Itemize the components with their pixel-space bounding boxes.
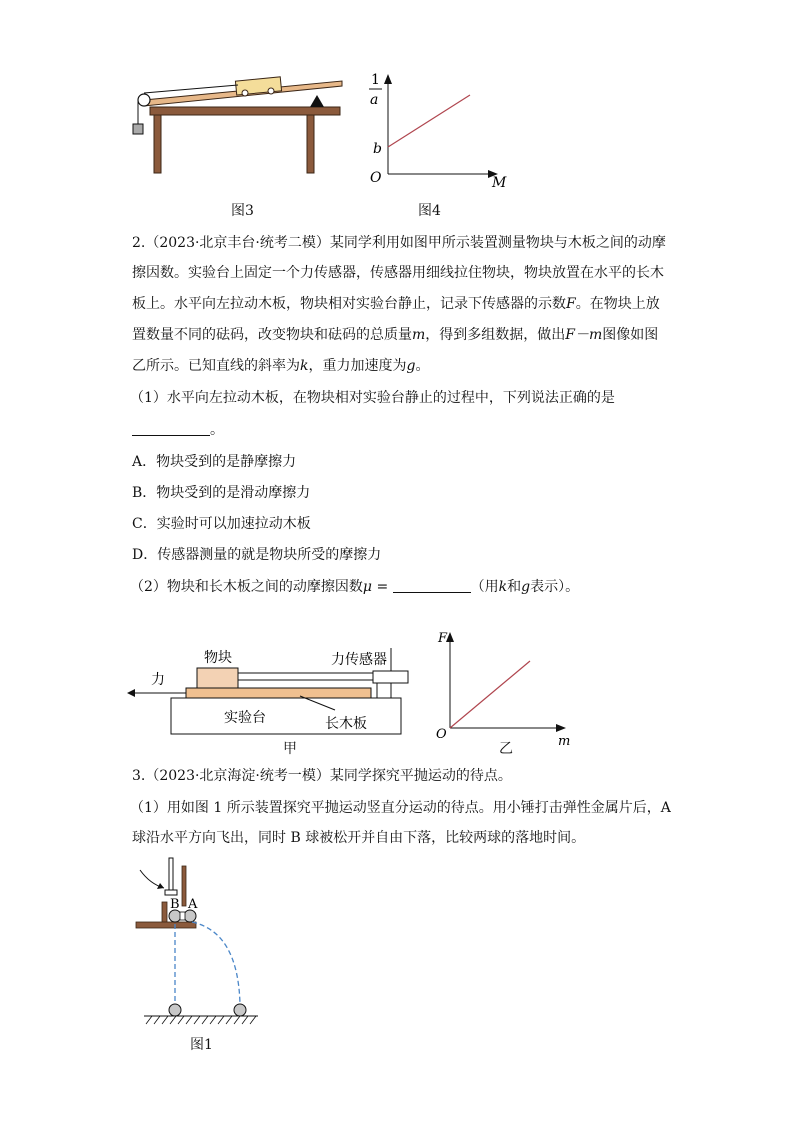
q2-sub2-eq: =: [372, 579, 393, 595]
figure-1-projectile-setup: [130, 852, 270, 1032]
x-label: M: [492, 175, 507, 191]
q2-line-4-a: 置数量不同的砝码，改变物块和砝码的总质量: [132, 327, 412, 343]
table-leg-right: [307, 115, 314, 173]
hammer-handle: [169, 858, 173, 892]
hammer-head: [165, 890, 177, 895]
q2-sub2-blank[interactable]: [393, 578, 471, 593]
q2-sub2-k: k: [498, 579, 508, 595]
wedge: [310, 95, 324, 107]
q2-sub2-g: g: [521, 579, 531, 595]
q2-sub1-blank[interactable]: [132, 421, 210, 436]
q2-sub1: （1）水平向左拉动木板，在物块相对实验台静止的过程中，下列说法正确的是: [130, 390, 615, 406]
q2-line-4-c: 图像如图: [602, 327, 659, 343]
q3-line-3: 球沿水平方向飞出，同时 B 球被松开并自由下落，比较两球的落地时间。: [132, 830, 586, 846]
q2-option-c: C．实验时可以加速拉动木板: [132, 516, 311, 532]
q2-line-3: [132, 294, 672, 314]
graph-line: [388, 95, 470, 147]
q2-sub2-b: （用: [470, 579, 499, 595]
force-sensor: [373, 671, 408, 683]
figure-1-caption: 图1: [190, 1037, 213, 1053]
force-label: 力: [151, 672, 165, 688]
q2-line-2: 擦因数。实验台上固定一个力传感器，传感器用细线拉住物块，物块放置在水平的长木: [132, 265, 664, 281]
y-axis-arrow: [446, 632, 454, 642]
q2-line-5-a: 乙所示。已知直线的斜率为: [132, 358, 300, 374]
q2-var-F-m: F－m: [565, 327, 603, 343]
ground-hatching: [146, 1016, 256, 1024]
cart-wheel: [268, 88, 274, 94]
q2-line-3-text: 板上。水平向左拉动木板，物块相对实验台静止，记录下传感器的示数: [132, 296, 566, 312]
q2-var-F: F: [566, 296, 576, 312]
y-label-numerator: 1: [371, 72, 380, 88]
string: [144, 85, 238, 93]
ball-a-landed: [234, 1004, 246, 1016]
q2-sub2: [130, 577, 670, 597]
ball-a-trajectory: [192, 922, 240, 1004]
figure-4-graph: [360, 68, 520, 193]
bench-label: 实验台: [224, 710, 266, 726]
q2-line-1: 2.（2023·北京丰台·统考二模）某同学利用如图甲所示装置测量物块与木板之间的动摩: [132, 235, 666, 251]
figure-yi-caption: 乙: [499, 741, 513, 757]
q2-option-a: A．物块受到的是静摩擦力: [132, 454, 297, 470]
table-top: [150, 107, 340, 115]
q2-line-4: [132, 325, 672, 345]
intercept-label: b: [373, 141, 382, 157]
figure-yi-graph: [430, 628, 580, 748]
board-label: 长木板: [325, 716, 367, 732]
origin-label: O: [370, 170, 382, 186]
q3-line-1: 3.（2023·北京海淀·统考一模）某同学探究平抛运动的待点。: [132, 768, 512, 784]
ball-b-landed: [169, 1004, 181, 1016]
origin-label: O: [436, 727, 447, 742]
force-arrow-head: [127, 689, 135, 697]
block: [197, 668, 238, 688]
ball-clamp: [180, 912, 185, 920]
ball-a-label: A: [188, 897, 198, 912]
q2-var-k: k: [300, 358, 309, 374]
block-label: 物块: [204, 650, 232, 666]
q2-var-m: m: [412, 327, 426, 343]
q2-sub2-d: 表示）。: [530, 579, 580, 595]
graph-line: [450, 661, 530, 728]
q2-sub1-end: 。: [210, 422, 224, 438]
q2-var-g: g: [406, 358, 416, 374]
q2-sub2-c: 和: [507, 579, 522, 595]
sensor-label: 力传感器: [331, 652, 387, 668]
q2-line-5-b: ，重力加速度为: [308, 358, 407, 374]
figure-3-incline-setup: [130, 70, 345, 180]
hanging-weight: [133, 124, 143, 134]
table-leg-left: [154, 115, 161, 173]
q2-line-5: [132, 356, 672, 376]
x-axis-arrow: [556, 724, 566, 732]
y-label-denominator: a: [370, 92, 379, 108]
q2-sub2-a: （2）物块和长木板之间的动摩擦因数: [130, 579, 363, 595]
cart-wheel: [242, 90, 248, 96]
elastic-metal-plate: [182, 866, 186, 906]
x-axis-label: m: [558, 734, 571, 748]
support-base: [136, 922, 196, 928]
y-axis-arrow: [384, 74, 392, 84]
sensor-mount: [377, 683, 391, 698]
y-axis-label: F: [438, 631, 448, 646]
figure-4-caption: 图4: [418, 203, 441, 219]
q2-var-mu: μ: [362, 579, 373, 595]
q2-line-4-b: ，得到多组数据，做出: [425, 327, 566, 343]
figure-jia-caption: 甲: [283, 741, 297, 757]
figure-jia-friction-setup: [125, 640, 420, 760]
q2-sub1-answer-line: [132, 420, 672, 440]
support-vertical: [162, 902, 167, 924]
ball-b-label: B: [170, 897, 180, 912]
q2-option-d: D．传感器测量的就是物块所受的摩擦力: [132, 547, 382, 563]
q2-option-b: B．物块受到的是滑动摩擦力: [132, 485, 311, 501]
long-board: [186, 688, 371, 698]
pulley: [138, 94, 150, 106]
q3-line-2: （1）用如图 1 所示装置探究平抛运动竖直分运动的待点。用小锤打击弹性金属片后，A: [130, 800, 671, 816]
figure-3-caption: 图3: [231, 203, 254, 219]
q2-line-3-end: 。在物块上放: [575, 296, 660, 312]
q2-line-5-c: 。: [415, 358, 430, 374]
